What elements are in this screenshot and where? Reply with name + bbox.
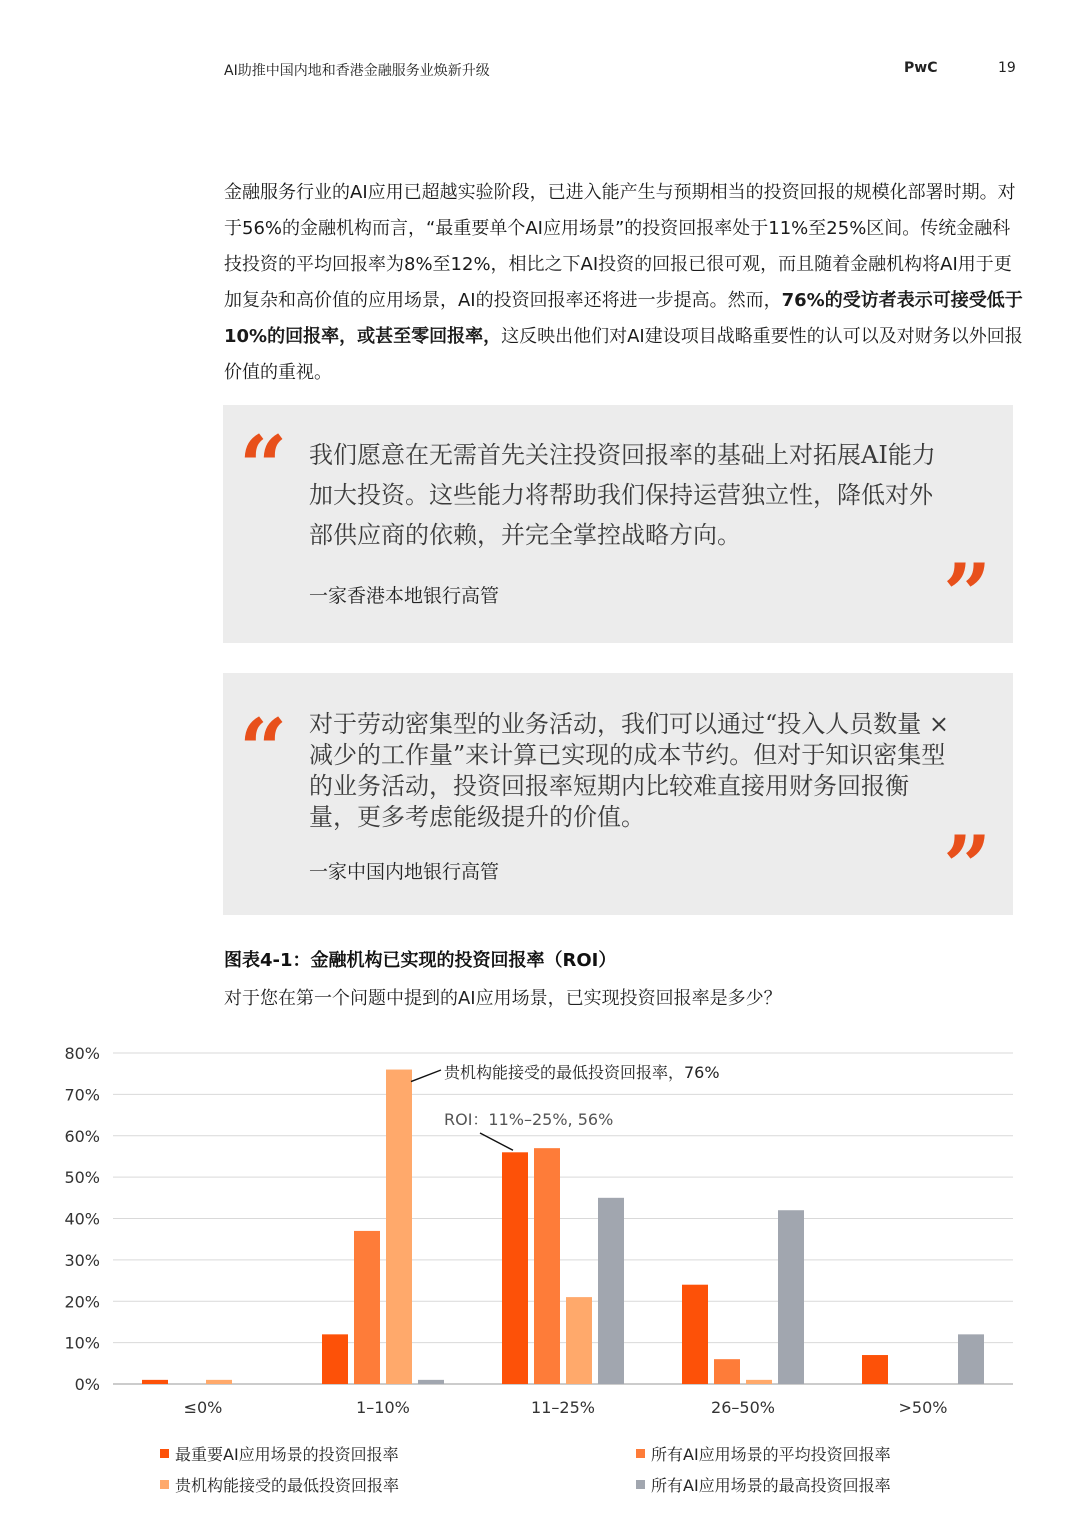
x-tick-label: 26–50% (711, 1398, 775, 1417)
bar (206, 1380, 232, 1384)
bar (958, 1334, 984, 1384)
y-tick-label: 40% (64, 1209, 100, 1229)
y-tick-label: 10% (64, 1333, 100, 1353)
bar (778, 1210, 804, 1384)
legend-swatch-3 (160, 1480, 169, 1489)
legend-item-4 (636, 1473, 891, 1496)
bar (142, 1380, 168, 1384)
bar (682, 1285, 708, 1384)
bar (598, 1198, 624, 1384)
annotation-label: 贵机构能接受的最低投资回报率，76% (444, 1063, 720, 1082)
y-tick-label: 80% (64, 1044, 100, 1063)
open-quote-icon: “ (239, 700, 288, 799)
bar (322, 1334, 348, 1384)
y-tick-label: 20% (64, 1292, 100, 1312)
close-quote-icon: ” (943, 545, 992, 644)
bar (534, 1148, 560, 1384)
figure-title: 图表4-1：金融机构已实现的投资回报率（ROI） (224, 950, 617, 971)
legend-swatch-2 (636, 1449, 645, 1458)
y-tick-label: 50% (64, 1168, 100, 1188)
legend-swatch-4 (636, 1480, 645, 1489)
legend-item-3 (160, 1473, 399, 1496)
quote-text-2: 对于劳动密集型的业务活动，我们可以通过“投入人员数量 × 减少的工作量”来计算已实现的成本节约。但对于知识密集型的业务活动，投资回报率短期内比较难直接用财务回报衡量，更多考虑能级提升的价值。 (309, 710, 950, 831)
legend-label-2: 所有AI应用场景的平均投资回报率 (651, 1445, 891, 1464)
quote-attribution-1: 一家香港本地银行高管 (309, 585, 500, 607)
x-tick-label: ≤0% (183, 1398, 223, 1417)
quote-box-2 (223, 673, 1013, 915)
legend-item-1 (160, 1442, 399, 1465)
bar (354, 1231, 380, 1384)
bar (746, 1380, 772, 1384)
intro-text-1: 金融服务行业的AI应用已超越实验阶段，已进入能产生与预期相当的投资回报的规模化部署时期。对于56%的金融机构而言，“最重要单个AI应用场景”的投资回报率处于11%至25%区间。传统金融科技投资的平均回报率为8%至12%，相比之下AI投资的回报已很可观，而且随着金融机构将AI用于更加复杂和高价值的应用场景，AI的投资回报率还将进一步提高。然而， (224, 182, 1016, 311)
y-tick-label: 60% (64, 1126, 100, 1146)
x-tick-label: 1–10% (356, 1398, 410, 1417)
header-brand: PwC (904, 60, 938, 76)
annotation-leader (411, 1070, 441, 1082)
quote-text-1: 我们愿意在无需首先关注投资回报率的基础上对拓展AI能力加大投资。这些能力将帮助我们保持运营独立性，降低对外部供应商的依赖，并完全掌控战略方向。 (309, 441, 936, 549)
x-tick-label: >50% (898, 1398, 948, 1417)
bar (502, 1152, 528, 1384)
open-quote-icon: “ (239, 417, 288, 516)
header-title: AI助推中国内地和香港金融服务业焕新升级 (224, 63, 490, 79)
legend-label-4: 所有AI应用场景的最高投资回报率 (651, 1476, 891, 1495)
intro-paragraph (224, 175, 1024, 391)
bar (862, 1355, 888, 1384)
legend-item-2 (636, 1442, 891, 1465)
y-tick-label: 30% (64, 1250, 100, 1270)
legend-label-1: 最重要AI应用场景的投资回报率 (175, 1445, 399, 1464)
close-quote-icon: ” (943, 817, 992, 916)
page-number: 19 (998, 60, 1016, 76)
bar (566, 1297, 592, 1384)
intro-text-2: 这反映出他们对AI建设项目战略重要性的认可以及对财务以外回报价值的重视。 (224, 326, 1023, 383)
bar (714, 1359, 740, 1384)
figure-subtitle: 对于您在第一个问题中提到的AI应用场景，已实现投资回报率是多少？ (224, 988, 782, 1009)
quote-attribution-2: 一家中国内地银行高管 (309, 861, 500, 883)
y-tick-label: 0% (74, 1375, 100, 1394)
y-tick-label: 70% (64, 1085, 100, 1105)
legend-swatch-1 (160, 1449, 169, 1458)
roi-bar-chart (0, 1030, 1080, 1430)
legend-label-3: 贵机构能接受的最低投资回报率 (175, 1476, 400, 1495)
quote-box-1 (223, 405, 1013, 643)
bar (386, 1070, 412, 1384)
x-tick-label: 11–25% (531, 1398, 595, 1417)
intro-text-bold: 76%的受访者表示可接受低于10%的回报率，或甚至零回报率， (224, 290, 1023, 347)
annotation-label: ROI：11%–25%, 56% (444, 1110, 614, 1129)
bar (418, 1380, 444, 1384)
